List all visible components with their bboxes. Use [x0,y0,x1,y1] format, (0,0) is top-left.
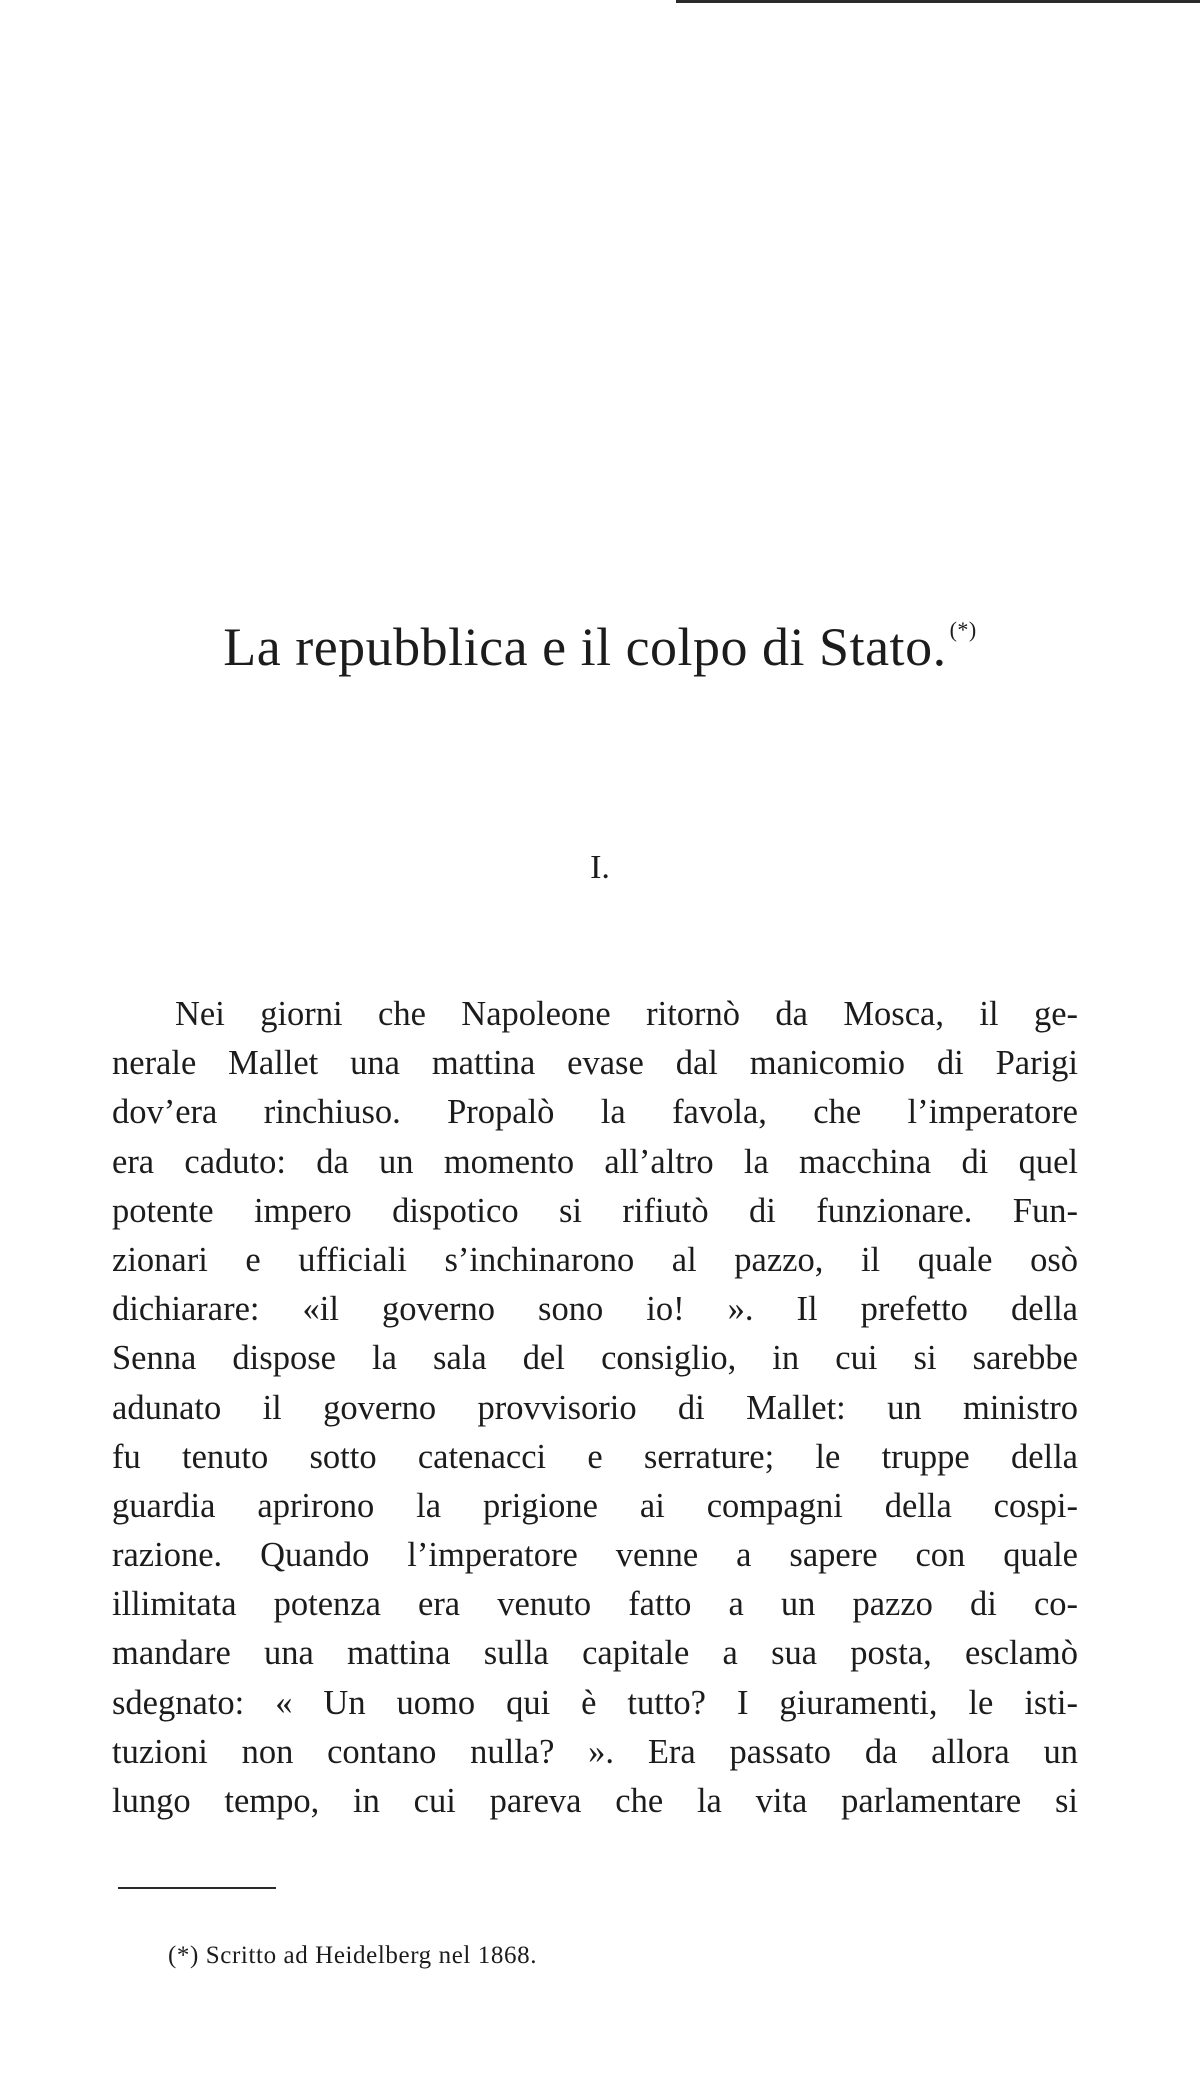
body-line: Nei giorni che Napoleone ritornò da Mosca, il ge- [175,995,1078,1033]
body-paragraph [112,990,1078,1826]
top-rule-divider [676,0,1200,3]
body-line: mandare una mattina sulla capitale a sua posta, esclamò [112,1634,1078,1673]
body-line: adunato il governo provvisorio di Mallet: un ministro [112,1388,1078,1427]
chapter-title-text: La repubblica e il colpo di Stato. [223,617,947,677]
body-line: guardia aprirono la prigione ai compagni della cospi- [112,1486,1078,1525]
body-line: lungo tempo, in cui pareva che la vita parlamentare si [112,1782,1078,1820]
section-numeral: I. [590,849,610,886]
footnote-reference-marker: (*) [949,617,977,642]
body-line: fu tenuto sotto catenacci e serrature; le truppe della [112,1437,1078,1476]
body-line: era caduto: da un momento all’altro la macchina di quel [112,1142,1078,1181]
footnote-text: (*) Scritto ad Heidelberg nel 1868. [168,1942,538,1969]
body-line: zionari e ufficiali s’inchinarono al pazzo, il quale osò [112,1240,1078,1279]
body-line: sdegnato: « Un uomo qui è tutto? I giuramenti, le isti- [112,1683,1078,1722]
body-line: illimitata potenza era venuto fatto a un pazzo di co- [112,1585,1078,1624]
body-line: razione. Quando l’imperatore venne a sapere con quale [112,1536,1078,1575]
body-line: nerale Mallet una mattina evase dal manicomio di Parigi [112,1044,1078,1083]
footnote-separator [118,1887,276,1889]
body-line: potente impero dispotico si rifiutò di funzionare. Fun- [112,1191,1078,1230]
body-line: dov’era rinchiuso. Propalò la favola, che l’imperatore [112,1093,1078,1132]
body-line: tuzioni non contano nulla? ». Era passato da allora un [112,1732,1078,1771]
chapter-title [0,598,1200,679]
body-line: dichiarare: «il governo sono io! ». Il prefetto della [112,1290,1078,1329]
body-line: Senna dispose la sala del consiglio, in cui si sarebbe [112,1339,1078,1378]
